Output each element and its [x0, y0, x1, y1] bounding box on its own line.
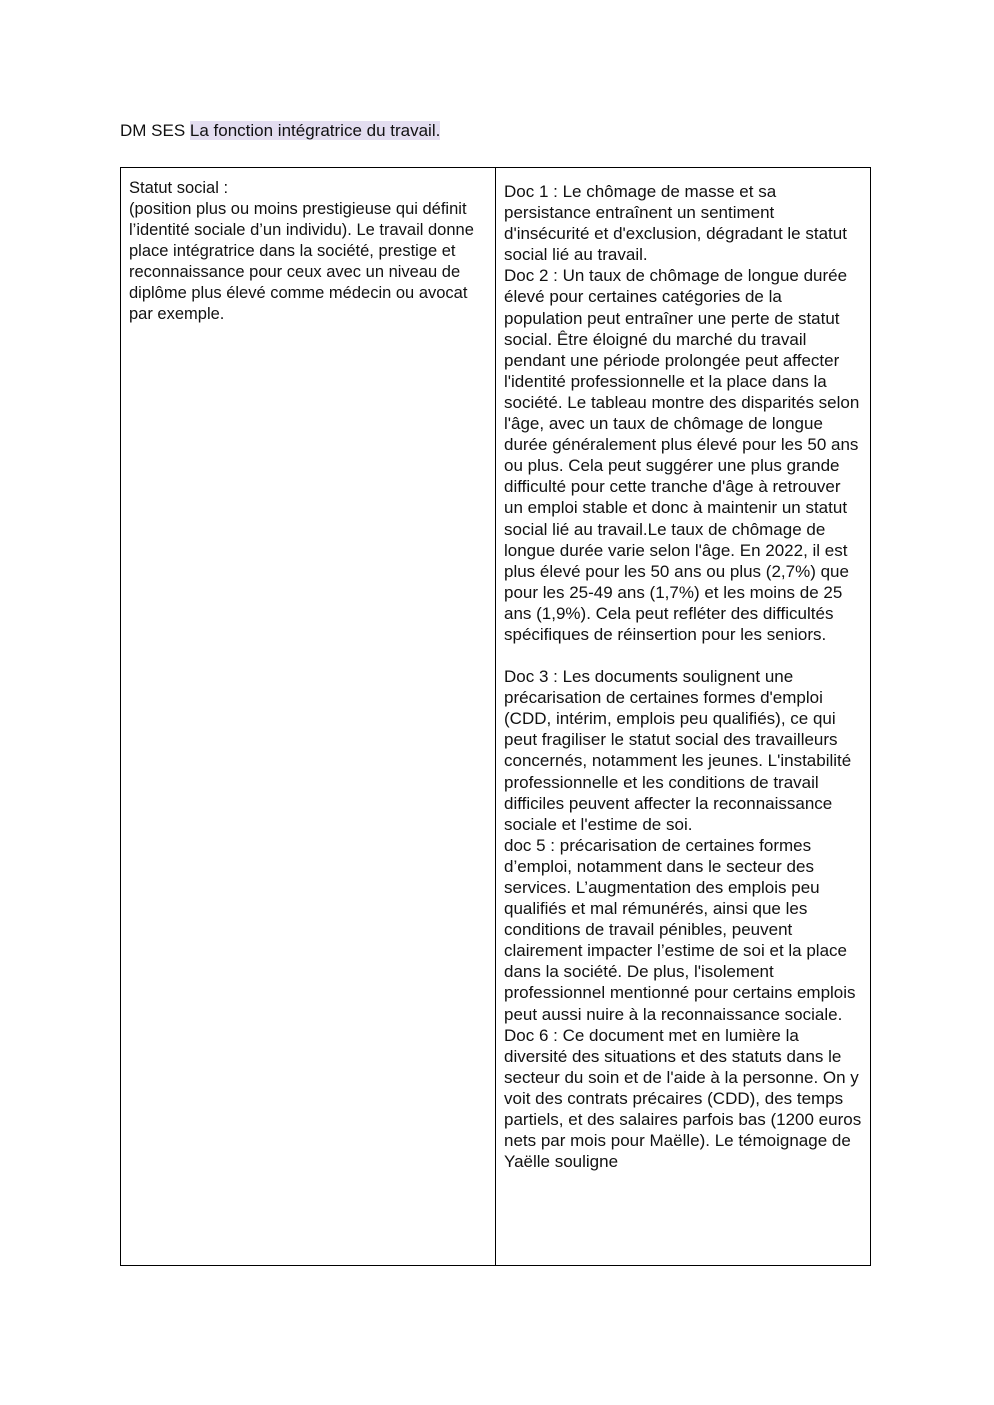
header-prefix: DM SES — [120, 121, 190, 140]
left-column-cell — [121, 168, 496, 1265]
doc6-paragraph: Doc 6 : Ce document met en lumière la diversité des situations et des statuts dans le secteur du soin et de l'aide à la personne. On y voit des contrats précaires (CDD), des temps partiels, et des salaires parfois bas (1200 euros nets par mois pour Maëlle). Le témoignage de Yaëlle souligne — [504, 1025, 862, 1172]
document-header — [120, 119, 440, 143]
document-title: La fonction intégratrice du travail. — [189, 121, 441, 140]
statut-social-heading: Statut social : — [129, 179, 229, 197]
paragraph-spacer — [504, 645, 864, 666]
right-column-cell — [496, 168, 870, 1265]
statut-social-definition: (position plus ou moins prestigieuse qui définit l’identité sociale d’un individu). Le travail donne place intégratrice dans la société, prestige et reconnaissance pour ceux avec un niveau de diplôme plus élevé comme médecin ou avocat par exemple. — [129, 200, 474, 323]
analysis-table — [120, 167, 871, 1266]
doc2-paragraph: Doc 2 : Un taux de chômage de longue durée élevé pour certaines catégories de la population peut entraîner une perte de statut social. Être éloigné du marché du travail pendant une période prolongée peut affecter l'identité professionnelle et la place dans la société. Le tableau montre des disparités selon l'âge, avec un taux de chômage de longue durée généralement plus élevé pour les 50 ans ou plus. Cela peut suggérer une plus grande difficulté pour cette tranche d'âge à retrouver un emploi stable et donc à maintenir un statut social lié au travail.Le taux de chômage de longue durée varie selon l'âge. En 2022, il est plus élevé pour les 50 ans ou plus (2,7%) que pour les 25-49 ans (1,7%) et les moins de 25 ans (1,9%). Cela peut refléter des difficultés spécifiques de réinsertion pour les seniors. — [504, 266, 860, 644]
doc3-paragraph: Doc 3 : Les documents soulignent une précarisation de certaines formes d'emploi (CDD, intérim, emplois peu qualifiés), ce qui peut fragiliser le statut social des travailleurs concernés, notamment les jeunes. L'instabilité professionnelle et les conditions de travail difficiles peuvent affecter la reconnaissance sociale et l'estime de soi. — [504, 667, 852, 834]
doc5-paragraph: doc 5 : précarisation de certaines formes d’emploi, notamment dans le secteur des services. L’augmentation des emplois peu qualifiés et mal rémunérés, ainsi que les conditions de travail pénibles, peuvent clairement impacter l’estime de soi et la place dans la société. De plus, l'isolement professionnel mentionné pour certains emplois peut aussi nuire à la reconnaissance sociale. — [504, 835, 856, 1024]
doc1-paragraph: Doc 1 : Le chômage de masse et sa persistance entraînent un sentiment d'insécurité et d'exclusion, dégradant le statut social lié au travail. — [504, 182, 847, 265]
